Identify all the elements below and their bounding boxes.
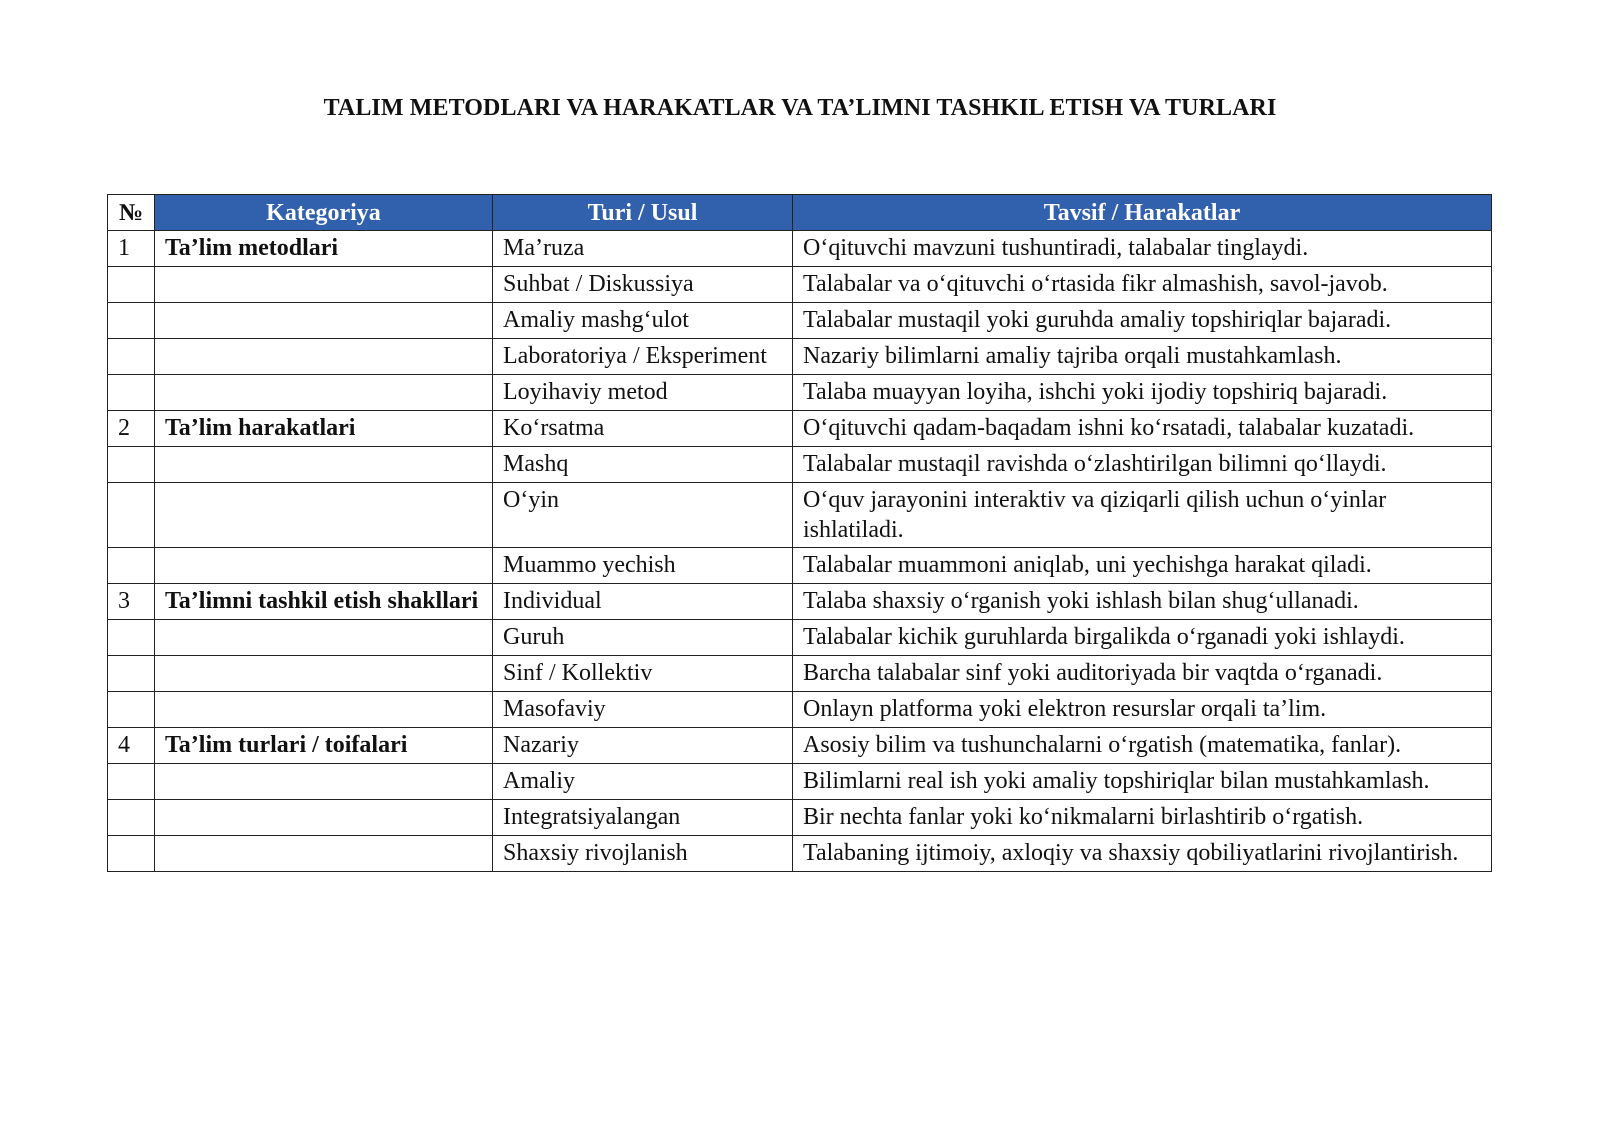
row-type: Suhbat / Diskussiya <box>493 267 793 303</box>
table-row <box>108 692 1492 728</box>
row-type: Ko‘rsatma <box>493 411 793 447</box>
table-row <box>108 267 1492 303</box>
row-type: Masofaviy <box>493 692 793 728</box>
row-type: Muammo yechish <box>493 548 793 584</box>
row-type: Individual <box>493 584 793 620</box>
table-header <box>108 195 1492 231</box>
row-description: Barcha talabalar sinf yoki auditoriyada bir vaqtda o‘rganadi. <box>793 656 1492 692</box>
header-number: № <box>108 195 155 231</box>
row-description: Talabalar mustaqil yoki guruhda amaliy topshiriqlar bajaradi. <box>793 303 1492 339</box>
row-number <box>108 447 155 483</box>
row-type: Nazariy <box>493 728 793 764</box>
row-type: Ma’ruza <box>493 231 793 267</box>
row-category <box>155 800 493 836</box>
row-type: Loyihaviy metod <box>493 375 793 411</box>
table-row <box>108 620 1492 656</box>
row-category: Ta’lim metodlari <box>155 231 493 267</box>
row-number <box>108 267 155 303</box>
row-category <box>155 548 493 584</box>
row-number <box>108 764 155 800</box>
row-type: Guruh <box>493 620 793 656</box>
table-row <box>108 483 1492 548</box>
row-category <box>155 339 493 375</box>
row-number <box>108 303 155 339</box>
row-description: Talabalar mustaqil ravishda o‘zlashtirilgan bilimni qo‘llaydi. <box>793 447 1492 483</box>
row-number <box>108 339 155 375</box>
header-type: Turi / Usul <box>493 195 793 231</box>
row-description: Bilimlarni real ish yoki amaliy topshiriqlar bilan mustahkamlash. <box>793 764 1492 800</box>
row-description: Nazariy bilimlarni amaliy tajriba orqali mustahkamlash. <box>793 339 1492 375</box>
table-row <box>108 375 1492 411</box>
row-description: Talabalar va o‘qituvchi o‘rtasida fikr almashish, savol-javob. <box>793 267 1492 303</box>
row-description: Asosiy bilim va tushunchalarni o‘rgatish (matematika, fanlar). <box>793 728 1492 764</box>
row-type: Mashq <box>493 447 793 483</box>
row-description: Onlayn platforma yoki elektron resurslar orqali ta’lim. <box>793 692 1492 728</box>
row-description: Talabalar muammoni aniqlab, uni yechishga harakat qiladi. <box>793 548 1492 584</box>
table-row <box>108 339 1492 375</box>
row-description: Talabaning ijtimoiy, axloqiy va shaxsiy qobiliyatlarini rivojlantirish. <box>793 836 1492 872</box>
header-category: Kategoriya <box>155 195 493 231</box>
row-description: Talabalar kichik guruhlarda birgalikda o‘rganadi yoki ishlaydi. <box>793 620 1492 656</box>
table-row <box>108 231 1492 267</box>
row-number <box>108 692 155 728</box>
table-row <box>108 728 1492 764</box>
row-number <box>108 548 155 584</box>
row-description: Bir nechta fanlar yoki ko‘nikmalarni birlashtirib o‘rgatish. <box>793 800 1492 836</box>
row-number <box>108 836 155 872</box>
row-type: Amaliy <box>493 764 793 800</box>
row-category <box>155 375 493 411</box>
row-category: Ta’lim harakatlari <box>155 411 493 447</box>
table-row <box>108 447 1492 483</box>
row-type: Shaxsiy rivojlanish <box>493 836 793 872</box>
row-number <box>108 620 155 656</box>
row-category <box>155 692 493 728</box>
header-description: Tavsif / Harakatlar <box>793 195 1492 231</box>
table-row <box>108 656 1492 692</box>
row-number <box>108 375 155 411</box>
row-type: Laboratoriya / Eksperiment <box>493 339 793 375</box>
table-row <box>108 836 1492 872</box>
row-number: 1 <box>108 231 155 267</box>
table-row <box>108 800 1492 836</box>
table-body <box>108 231 1492 872</box>
row-type: Amaliy mashg‘ulot <box>493 303 793 339</box>
table-row <box>108 548 1492 584</box>
row-type: Sinf / Kollektiv <box>493 656 793 692</box>
row-number <box>108 656 155 692</box>
row-number: 3 <box>108 584 155 620</box>
row-type: O‘yin <box>493 483 793 548</box>
methods-table <box>107 194 1492 872</box>
row-description: O‘qituvchi qadam-baqadam ishni ko‘rsatadi, talabalar kuzatadi. <box>793 411 1492 447</box>
row-category <box>155 836 493 872</box>
table-row <box>108 303 1492 339</box>
table-row <box>108 411 1492 447</box>
row-description: Talaba shaxsiy o‘rganish yoki ishlash bilan shug‘ullanadi. <box>793 584 1492 620</box>
row-category: Ta’limni tashkil etish shakllari <box>155 584 493 620</box>
header-row <box>108 195 1492 231</box>
row-number <box>108 800 155 836</box>
row-number: 2 <box>108 411 155 447</box>
row-category <box>155 267 493 303</box>
row-description: Talaba muayyan loyiha, ishchi yoki ijodiy topshiriq bajaradi. <box>793 375 1492 411</box>
row-type: Integratsiyalangan <box>493 800 793 836</box>
row-description: O‘qituvchi mavzuni tushuntiradi, talabalar tinglaydi. <box>793 231 1492 267</box>
row-category <box>155 447 493 483</box>
row-category <box>155 303 493 339</box>
row-description: O‘quv jarayonini interaktiv va qiziqarli qilish uchun o‘yinlar ishlatiladi. <box>793 483 1492 548</box>
document-title: TALIM METODLARI VA HARAKATLAR VA TA’LIMNI TASHKIL ETISH VA TURLARI <box>323 95 1277 121</box>
row-category <box>155 620 493 656</box>
row-number: 4 <box>108 728 155 764</box>
row-category <box>155 656 493 692</box>
row-category: Ta’lim turlari / toifalari <box>155 728 493 764</box>
row-number <box>108 483 155 548</box>
table-row <box>108 584 1492 620</box>
row-category <box>155 483 493 548</box>
table-row <box>108 764 1492 800</box>
row-category <box>155 764 493 800</box>
